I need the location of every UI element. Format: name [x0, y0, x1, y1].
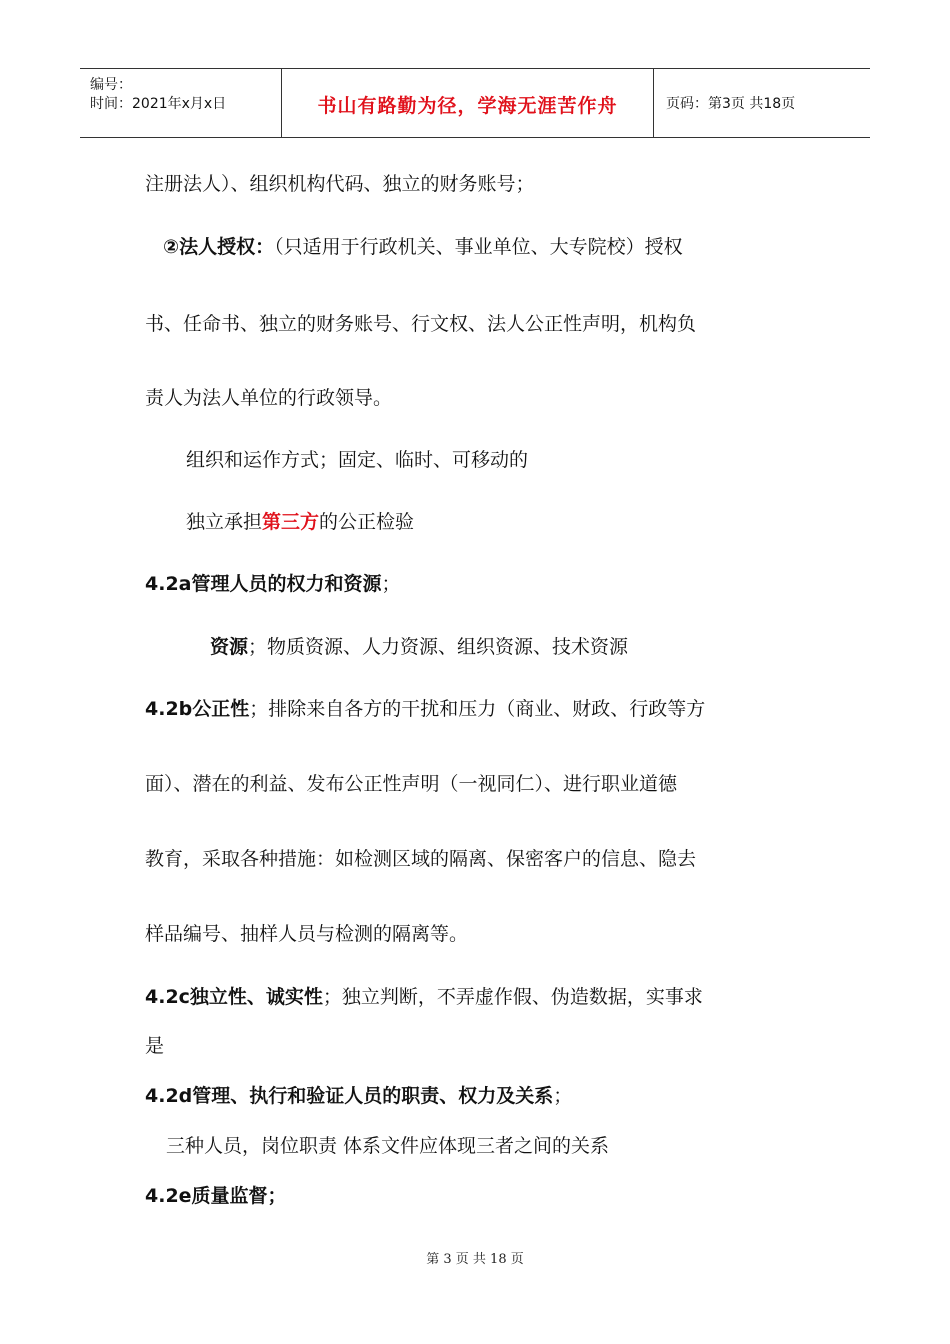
text-line: 注册法人）、组织机构代码、独立的财务账号；	[145, 173, 535, 195]
header-motto-cell	[282, 69, 654, 137]
section-heading-4-2a	[145, 572, 401, 596]
time-label: 时间：2021年x月x日	[90, 96, 227, 112]
heading-bold: 4.2a管理人员的权力和资源	[145, 573, 382, 595]
motto: 书山有路勤为径，学海无涯苦作舟	[317, 95, 618, 117]
section-heading-4-2c	[145, 985, 703, 1009]
text-line: 教育，采取各种措施：如检测区域的隔离、保密客户的信息、隐去	[145, 848, 697, 870]
number-label: 编号：	[90, 77, 132, 93]
text-span: 的公正检验	[319, 511, 415, 533]
heading-bold: 资源	[210, 636, 249, 658]
heading-bold: ②法人授权：	[163, 236, 275, 258]
highlight-red: 第三方	[262, 511, 320, 533]
heading-bold: 4.2b公正性	[145, 698, 250, 720]
text-line: 三种人员，岗位职责 体系文件应体现三者之间的关系	[166, 1135, 610, 1157]
text-line	[210, 635, 628, 659]
header-page-cell	[654, 69, 870, 137]
heading-bold: 4.2c独立性、诚实性	[145, 986, 323, 1008]
text-line: 书、任命书、独立的财务账号、行文权、法人公正性声明，机构负	[145, 313, 697, 335]
section-heading-4-2b	[145, 697, 705, 721]
text-span: ；	[553, 1085, 573, 1107]
header-table	[80, 68, 870, 138]
text-line: 是	[145, 1035, 165, 1057]
text-line: 责人为法人单位的行政领导。	[145, 387, 393, 409]
text-span: 独立承担	[186, 511, 263, 533]
header-info-cell	[80, 69, 282, 137]
text-span: ；排除来自各方的干扰和压力（商业、财政、行政等方	[249, 698, 706, 720]
section-heading-4-2e: 4.2e质量监督；	[145, 1185, 287, 1207]
page-footer: 第 3 页 共 18 页	[426, 1252, 524, 1267]
page-info: 页码：第3页 共18页	[666, 96, 796, 112]
heading-bold: 4.2d管理、执行和验证人员的职责、权力及关系	[145, 1085, 554, 1107]
text-span: ；	[381, 573, 401, 595]
text-span: （只适用于行政机关、事业单位、大专院校）授权	[274, 236, 683, 258]
text-span: ；物质资源、人力资源、组织资源、技术资源	[248, 636, 629, 658]
text-line: 面）、潜在的利益、发布公正性声明（一视同仁）、进行职业道德	[145, 773, 678, 795]
text-span: ；独立判断，不弄虚作假、伪造数据，实事求	[322, 986, 703, 1008]
text-line: 组织和运作方式；固定、临时、可移动的	[186, 449, 529, 471]
text-line	[186, 510, 414, 534]
text-line: 样品编号、抽样人员与检测的隔离等。	[145, 923, 469, 945]
section-heading-4-2d	[145, 1084, 572, 1108]
text-line	[163, 235, 683, 259]
